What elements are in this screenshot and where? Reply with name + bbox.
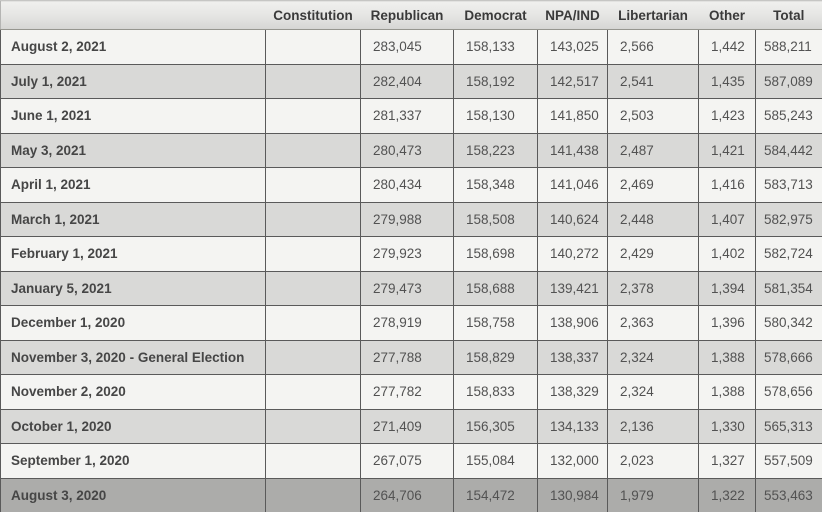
cell-other: 1,388 xyxy=(699,340,756,375)
cell-total: 578,666 xyxy=(756,340,822,375)
cell-other: 1,394 xyxy=(699,271,756,306)
table-row xyxy=(1,478,822,512)
cell-total: 582,975 xyxy=(756,202,822,237)
cell-total: 581,354 xyxy=(756,271,822,306)
table-row xyxy=(1,202,822,237)
table-row xyxy=(1,409,822,444)
cell-republican: 277,782 xyxy=(361,375,454,410)
row-date-label: August 2, 2021 xyxy=(1,30,266,65)
cell-constitution xyxy=(266,375,361,410)
cell-republican: 282,404 xyxy=(361,64,454,99)
row-date-label: March 1, 2021 xyxy=(1,202,266,237)
cell-democrat: 158,833 xyxy=(454,375,538,410)
column-header-total: Total xyxy=(756,1,822,30)
cell-democrat: 158,829 xyxy=(454,340,538,375)
cell-republican: 278,919 xyxy=(361,306,454,341)
table-row xyxy=(1,133,822,168)
row-date-label: May 3, 2021 xyxy=(1,133,266,168)
cell-npa_ind: 130,984 xyxy=(538,478,608,512)
cell-constitution xyxy=(266,444,361,479)
cell-npa_ind: 134,133 xyxy=(538,409,608,444)
cell-democrat: 158,192 xyxy=(454,64,538,99)
row-date-label: June 1, 2021 xyxy=(1,99,266,134)
cell-libertarian: 2,324 xyxy=(608,375,699,410)
row-date-label: August 3, 2020 xyxy=(1,478,266,512)
cell-libertarian: 2,023 xyxy=(608,444,699,479)
cell-constitution xyxy=(266,64,361,99)
cell-libertarian: 2,448 xyxy=(608,202,699,237)
row-date-label: November 3, 2020 - General Election xyxy=(1,340,266,375)
cell-republican: 279,473 xyxy=(361,271,454,306)
cell-libertarian: 2,487 xyxy=(608,133,699,168)
cell-constitution xyxy=(266,202,361,237)
cell-constitution xyxy=(266,409,361,444)
cell-npa_ind: 138,329 xyxy=(538,375,608,410)
row-date-label: July 1, 2021 xyxy=(1,64,266,99)
column-header-date xyxy=(1,1,266,30)
cell-other: 1,407 xyxy=(699,202,756,237)
cell-republican: 271,409 xyxy=(361,409,454,444)
cell-total: 565,313 xyxy=(756,409,822,444)
cell-npa_ind: 138,337 xyxy=(538,340,608,375)
cell-democrat: 158,698 xyxy=(454,237,538,272)
cell-npa_ind: 138,906 xyxy=(538,306,608,341)
cell-republican: 267,075 xyxy=(361,444,454,479)
cell-democrat: 154,472 xyxy=(454,478,538,512)
cell-democrat: 158,508 xyxy=(454,202,538,237)
cell-other: 1,442 xyxy=(699,30,756,65)
column-header-democrat: Democrat xyxy=(454,1,538,30)
cell-other: 1,396 xyxy=(699,306,756,341)
column-header-libertarian: Libertarian xyxy=(608,1,699,30)
cell-other: 1,388 xyxy=(699,375,756,410)
cell-republican: 277,788 xyxy=(361,340,454,375)
cell-other: 1,421 xyxy=(699,133,756,168)
cell-republican: 264,706 xyxy=(361,478,454,512)
cell-constitution xyxy=(266,133,361,168)
header-row xyxy=(1,1,822,30)
cell-constitution xyxy=(266,237,361,272)
cell-libertarian: 2,378 xyxy=(608,271,699,306)
cell-republican: 279,988 xyxy=(361,202,454,237)
cell-npa_ind: 139,421 xyxy=(538,271,608,306)
table-row xyxy=(1,168,822,203)
cell-other: 1,416 xyxy=(699,168,756,203)
row-date-label: February 1, 2021 xyxy=(1,237,266,272)
cell-total: 584,442 xyxy=(756,133,822,168)
cell-democrat: 155,084 xyxy=(454,444,538,479)
cell-democrat: 158,133 xyxy=(454,30,538,65)
cell-democrat: 158,688 xyxy=(454,271,538,306)
row-date-label: December 1, 2020 xyxy=(1,306,266,341)
column-header-constitution: Constitution xyxy=(266,1,361,30)
cell-total: 582,724 xyxy=(756,237,822,272)
table-row xyxy=(1,306,822,341)
cell-total: 583,713 xyxy=(756,168,822,203)
cell-other: 1,402 xyxy=(699,237,756,272)
cell-democrat: 158,758 xyxy=(454,306,538,341)
cell-democrat: 158,348 xyxy=(454,168,538,203)
column-header-other: Other xyxy=(699,1,756,30)
row-date-label: September 1, 2020 xyxy=(1,444,266,479)
table-row xyxy=(1,64,822,99)
cell-republican: 279,923 xyxy=(361,237,454,272)
table-row xyxy=(1,99,822,134)
cell-npa_ind: 141,438 xyxy=(538,133,608,168)
cell-constitution xyxy=(266,30,361,65)
cell-constitution xyxy=(266,168,361,203)
column-header-republican: Republican xyxy=(361,1,454,30)
cell-total: 580,342 xyxy=(756,306,822,341)
cell-npa_ind: 143,025 xyxy=(538,30,608,65)
cell-total: 585,243 xyxy=(756,99,822,134)
cell-libertarian: 2,324 xyxy=(608,340,699,375)
cell-constitution xyxy=(266,271,361,306)
cell-total: 578,656 xyxy=(756,375,822,410)
cell-republican: 280,434 xyxy=(361,168,454,203)
cell-democrat: 156,305 xyxy=(454,409,538,444)
cell-republican: 280,473 xyxy=(361,133,454,168)
cell-libertarian: 1,979 xyxy=(608,478,699,512)
cell-libertarian: 2,429 xyxy=(608,237,699,272)
cell-total: 588,211 xyxy=(756,30,822,65)
cell-other: 1,322 xyxy=(699,478,756,512)
cell-constitution xyxy=(266,99,361,134)
table-row xyxy=(1,444,822,479)
cell-npa_ind: 141,046 xyxy=(538,168,608,203)
cell-npa_ind: 142,517 xyxy=(538,64,608,99)
cell-other: 1,423 xyxy=(699,99,756,134)
cell-npa_ind: 140,272 xyxy=(538,237,608,272)
row-date-label: April 1, 2021 xyxy=(1,168,266,203)
table-row xyxy=(1,237,822,272)
cell-npa_ind: 140,624 xyxy=(538,202,608,237)
cell-npa_ind: 141,850 xyxy=(538,99,608,134)
table-row xyxy=(1,271,822,306)
row-date-label: October 1, 2020 xyxy=(1,409,266,444)
cell-other: 1,435 xyxy=(699,64,756,99)
cell-democrat: 158,130 xyxy=(454,99,538,134)
column-header-npa-ind: NPA/IND xyxy=(538,1,608,30)
cell-libertarian: 2,566 xyxy=(608,30,699,65)
cell-republican: 283,045 xyxy=(361,30,454,65)
table-row xyxy=(1,340,822,375)
cell-other: 1,330 xyxy=(699,409,756,444)
cell-libertarian: 2,503 xyxy=(608,99,699,134)
table-row xyxy=(1,375,822,410)
cell-republican: 281,337 xyxy=(361,99,454,134)
cell-total: 557,509 xyxy=(756,444,822,479)
cell-libertarian: 2,363 xyxy=(608,306,699,341)
cell-constitution xyxy=(266,340,361,375)
cell-constitution xyxy=(266,306,361,341)
cell-libertarian: 2,136 xyxy=(608,409,699,444)
table-row xyxy=(1,30,822,65)
cell-democrat: 158,223 xyxy=(454,133,538,168)
cell-npa_ind: 132,000 xyxy=(538,444,608,479)
cell-other: 1,327 xyxy=(699,444,756,479)
cell-constitution xyxy=(266,478,361,512)
cell-total: 587,089 xyxy=(756,64,822,99)
cell-libertarian: 2,541 xyxy=(608,64,699,99)
table-body xyxy=(1,30,822,512)
cell-libertarian: 2,469 xyxy=(608,168,699,203)
row-date-label: January 5, 2021 xyxy=(1,271,266,306)
row-date-label: November 2, 2020 xyxy=(1,375,266,410)
cell-total: 553,463 xyxy=(756,478,822,512)
